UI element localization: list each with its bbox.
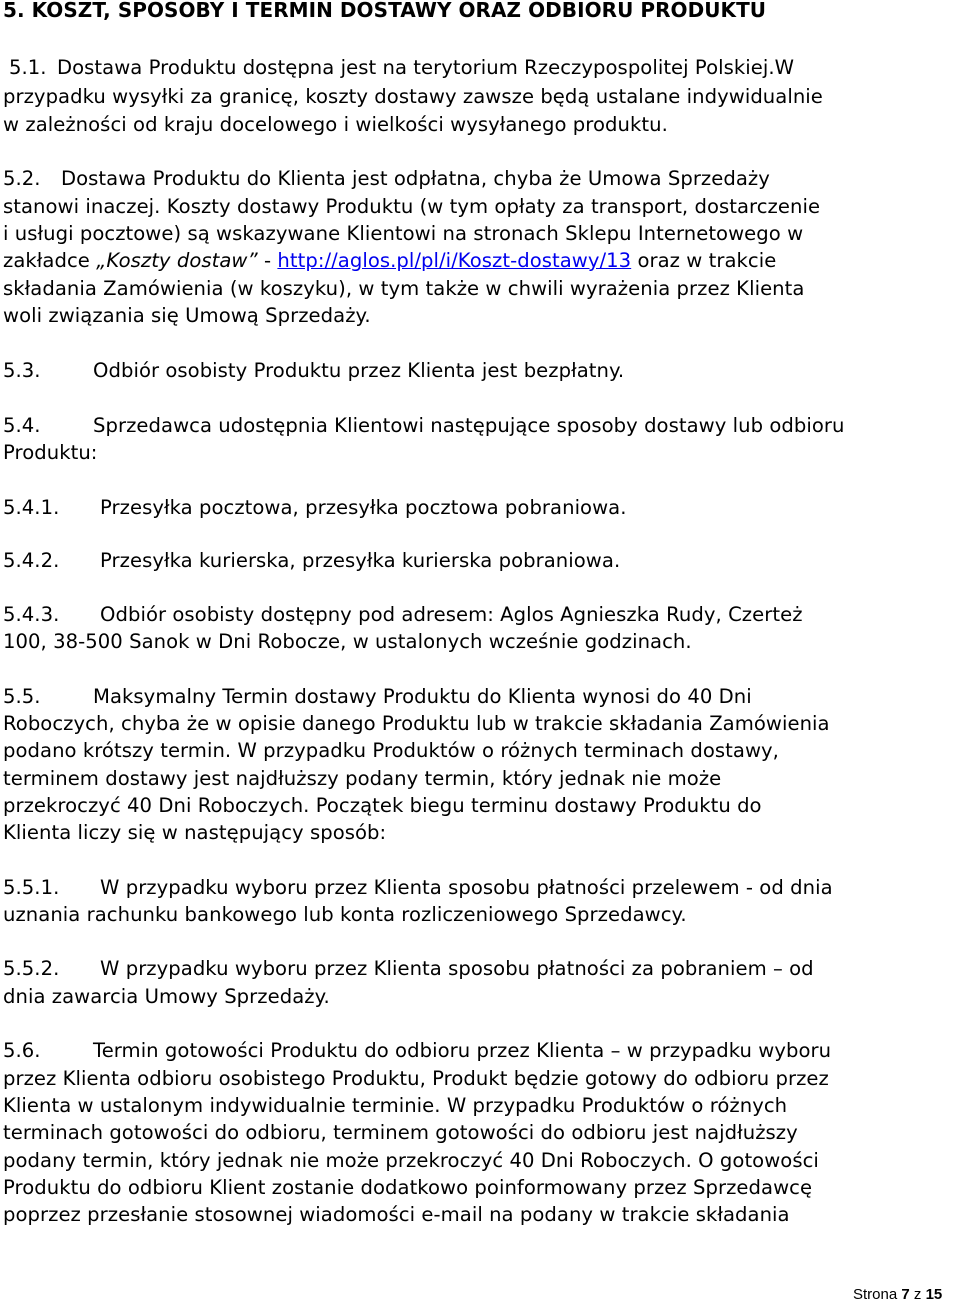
paragraph-5-6-line-3: Klienta w ustalonym indywidualnie terminie. W przypadku Produktów o różnych — [3, 1094, 788, 1117]
paragraph-5-2-line-5: składania Zamówienia (w koszyku), w tym także w chwili wyrażenia przez Klienta — [3, 277, 805, 300]
paragraph-text: W przypadku wyboru przez Klienta sposobu płatności za pobraniem – od — [100, 957, 814, 980]
paragraph-5-5-2-line-1 — [3, 955, 814, 982]
section-number: 5.5.1. — [3, 876, 60, 899]
paragraph-text: Maksymalny Termin dostawy Produktu do Klienta wynosi do 40 Dni — [93, 685, 752, 708]
italic-tab-name: „Koszty dostaw” — [96, 249, 258, 272]
paragraph-5-5-1-line-1 — [3, 874, 833, 901]
footer-separator: z — [909, 1286, 926, 1303]
paragraph-5-4-3-line-1 — [3, 601, 803, 628]
current-page-number: 7 — [901, 1286, 910, 1303]
paragraph-5-1-line-3: w zależności od kraju docelowego i wielkości wysyłanego produktu. — [3, 113, 668, 136]
paragraph-5-6-line-4: terminach gotowości do odbioru, terminem gotowości do odbioru jest najdłuższy — [3, 1121, 798, 1144]
paragraph-5-5-line-6: Klienta liczy się w następujący sposób: — [3, 821, 387, 844]
paragraph-5-6-line-5: podany termin, który jednak nie może przekroczyć 40 Dni Roboczych. O gotowości — [3, 1149, 819, 1172]
paragraph-5-4-2 — [3, 547, 620, 574]
paragraph-5-2-line-1 — [3, 165, 770, 192]
paragraph-text: W przypadku wyboru przez Klienta sposobu płatności przelewem - od dnia — [100, 876, 833, 899]
section-number: 5.6. — [3, 1039, 41, 1062]
paragraph-5-6-line-6: Produktu do odbioru Klient zostanie dodatkowo poinformowany przez Sprzedawcę — [3, 1176, 813, 1199]
paragraph-5-5-1-line-2: uznania rachunku bankowego lub konta rozliczeniowego Sprzedawcy. — [3, 903, 687, 926]
delivery-costs-link[interactable]: http://aglos.pl/pl/i/Koszt-dostawy/13 — [277, 249, 632, 272]
total-page-count: 15 — [925, 1286, 943, 1303]
paragraph-5-5-line-4: terminem dostawy jest najdłuższy podany termin, który jednak nie może — [3, 767, 722, 790]
section-number: 5.2. — [3, 167, 41, 190]
paragraph-text: Termin gotowości Produktu do odbioru przez Klienta – w przypadku wyboru — [93, 1039, 832, 1062]
paragraph-5-2-line-4 — [3, 247, 776, 274]
paragraph-text: - — [257, 249, 278, 272]
paragraph-text: Przesyłka pocztowa, przesyłka pocztowa pobraniowa. — [100, 496, 627, 519]
section-number: 5.3. — [3, 359, 41, 382]
footer-label: Strona — [853, 1286, 902, 1303]
paragraph-5-1-line-2: przypadku wysyłki za granicę, koszty dostawy zawsze będą ustalane indywidualnie — [3, 85, 823, 108]
section-heading: 5. KOSZT, SPOSOBY I TERMIN DOSTAWY ORAZ ODBIORU PRODUKTU — [3, 0, 767, 22]
paragraph-5-1-line-1 — [9, 54, 794, 81]
paragraph-5-5-line-5: przekroczyć 40 Dni Roboczych. Początek biegu terminu dostawy Produktu do — [3, 794, 762, 817]
section-number: 5.4. — [3, 414, 41, 437]
section-number: 5.5. — [3, 685, 41, 708]
paragraph-5-2-line-6: woli związania się Umową Sprzedaży. — [3, 304, 371, 327]
paragraph-text: Przesyłka kurierska, przesyłka kurierska pobraniowa. — [100, 549, 621, 572]
section-number: 5.1. — [9, 56, 47, 79]
paragraph-5-5-2-line-2: dnia zawarcia Umowy Sprzedaży. — [3, 985, 330, 1008]
section-number: 5.4.1. — [3, 496, 60, 519]
paragraph-text: oraz w trakcie — [631, 249, 777, 272]
section-number: 5.4.3. — [3, 603, 60, 626]
paragraph-5-2-line-3: i usługi pocztowe) są wskazywane Klientowi na stronach Sklepu Internetowego w — [3, 222, 804, 245]
paragraph-5-3 — [3, 357, 624, 384]
paragraph-5-2-line-2: stanowi inaczej. Koszty dostawy Produktu (w tym opłaty za transport, dostarczenie — [3, 195, 821, 218]
page-footer — [853, 1286, 942, 1304]
paragraph-text: Odbiór osobisty dostępny pod adresem: Aglos Agnieszka Rudy, Czerteż — [100, 603, 803, 626]
paragraph-5-4-1 — [3, 494, 627, 521]
paragraph-text: Sprzedawca udostępnia Klientowi następujące sposoby dostawy lub odbioru — [93, 414, 845, 437]
paragraph-5-6-line-1 — [3, 1037, 831, 1064]
paragraph-5-5-line-2: Roboczych, chyba że w opisie danego Produktu lub w trakcie składania Zamówienia — [3, 712, 830, 735]
paragraph-5-4-line-2: Produktu: — [3, 441, 98, 464]
paragraph-5-4-line-1 — [3, 412, 845, 439]
section-number: 5.5.2. — [3, 957, 60, 980]
paragraph-text: Dostawa Produktu do Klienta jest odpłatna, chyba że Umowa Sprzedaży — [61, 167, 770, 190]
paragraph-5-6-line-7: poprzez przesłanie stosownej wiadomości e-mail na podany w trakcie składania — [3, 1203, 790, 1226]
paragraph-text: zakładce — [3, 249, 97, 272]
paragraph-text: Dostawa Produktu dostępna jest na terytorium Rzeczypospolitej Polskiej.W — [57, 56, 795, 79]
paragraph-5-5-line-1 — [3, 683, 752, 710]
paragraph-5-4-3-line-2: 100, 38-500 Sanok w Dni Robocze, w ustalonych wcześnie godzinach. — [3, 630, 692, 653]
paragraph-5-6-line-2: przez Klienta odbioru osobistego Produktu, Produkt będzie gotowy do odbioru przez — [3, 1067, 829, 1090]
paragraph-text: Odbiór osobisty Produktu przez Klienta jest bezpłatny. — [93, 359, 625, 382]
section-number: 5.4.2. — [3, 549, 60, 572]
paragraph-5-5-line-3: podano krótszy termin. W przypadku Produktów o różnych terminach dostawy, — [3, 739, 779, 762]
